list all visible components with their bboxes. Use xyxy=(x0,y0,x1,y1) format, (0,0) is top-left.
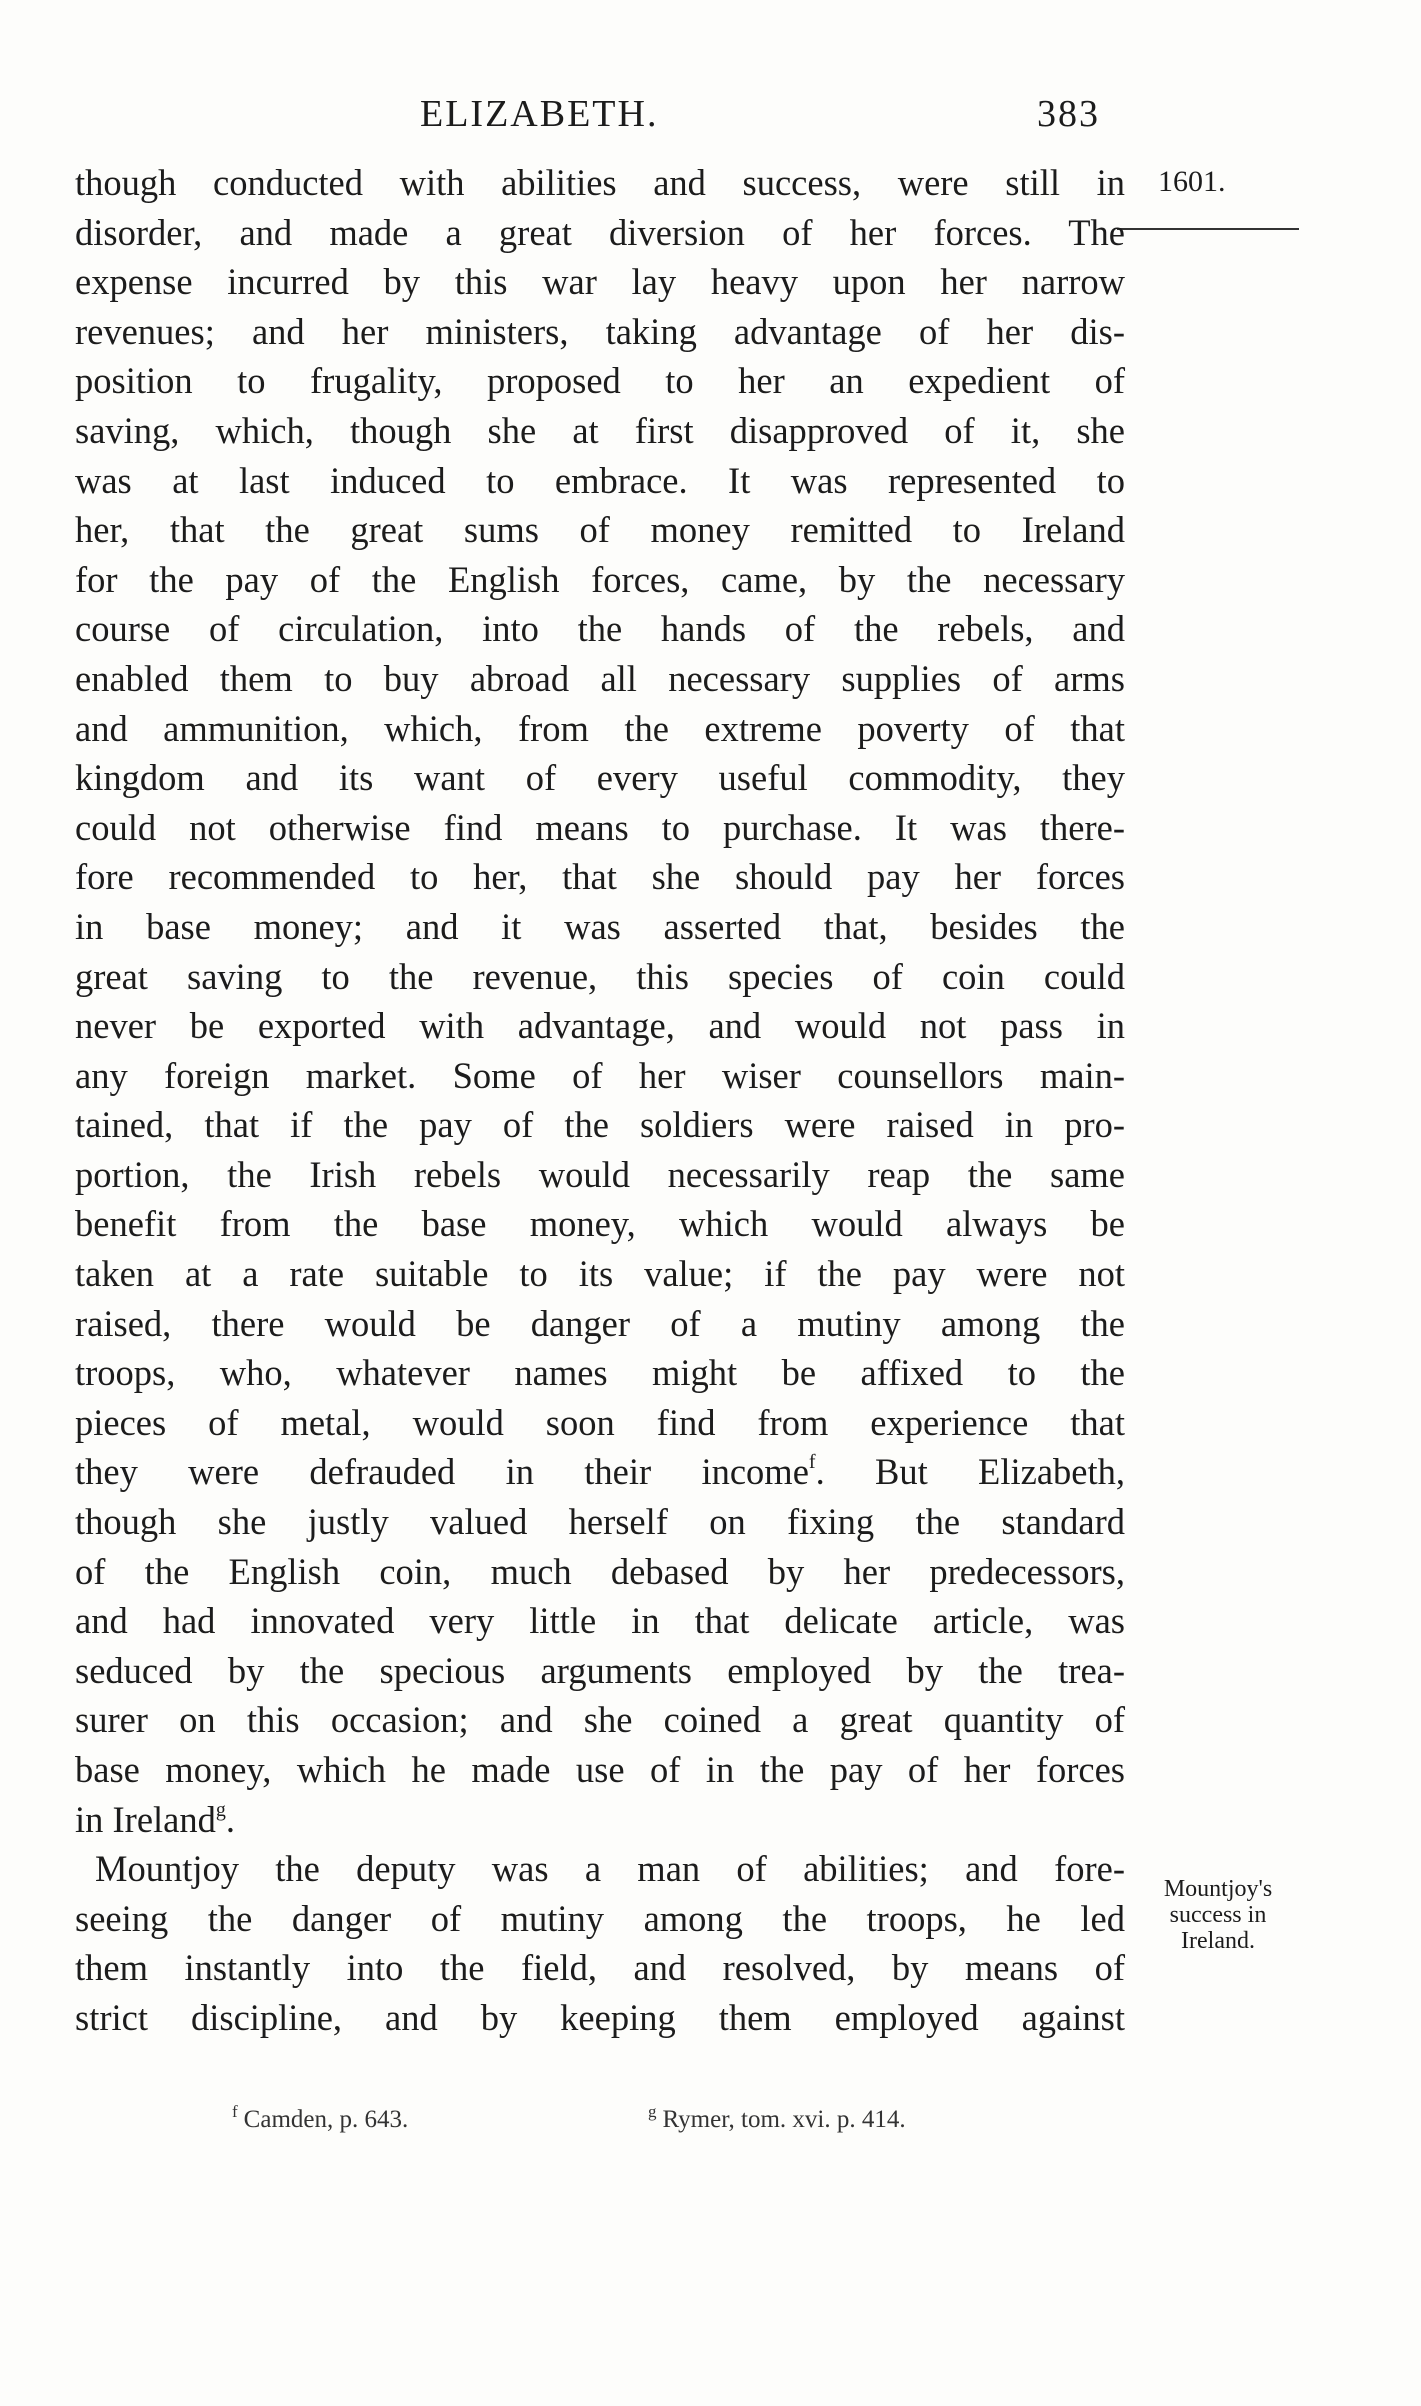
text-line: Mountjoy the deputy was a man of abilities; and fore- xyxy=(95,1848,1125,1890)
text-line-head: they were defrauded in their income xyxy=(75,1451,809,1493)
text-line-tail: . But Elizabeth, xyxy=(815,1451,1125,1493)
footnote-f xyxy=(232,2102,409,2134)
text-line: surer on this occasion; and she coined a great quantity of xyxy=(75,1699,1125,1741)
text-line: pieces of metal, would soon find from experience that xyxy=(75,1401,1125,1443)
running-title: ELIZABETH. xyxy=(420,93,659,135)
text-line: kingdom and its want of every useful commodity, they xyxy=(75,757,1125,799)
margin-note xyxy=(1128,1876,1308,1954)
text-line: enabled them to buy abroad all necessary supplies of arms xyxy=(75,657,1125,699)
margin-year: 1601. xyxy=(1158,165,1226,198)
text-line: and had innovated very little in that delicate article, was xyxy=(75,1600,1125,1642)
text-line: and ammunition, which, from the extreme poverty of that xyxy=(75,707,1125,749)
running-head xyxy=(420,92,1140,152)
text-line: any foreign market. Some of her wiser counsellors main- xyxy=(75,1054,1125,1096)
text-line-tail: . xyxy=(225,1798,235,1840)
text-line: troops, who, whatever names might be affixed to the xyxy=(75,1352,1125,1394)
margin-rule xyxy=(1117,228,1299,230)
text-line-head: in Ireland xyxy=(75,1798,216,1840)
text-line: them instantly into the field, and resolved, by means of xyxy=(75,1947,1125,1989)
footnote-text: Rymer, tom. xvi. p. 414. xyxy=(662,2106,906,2133)
text-line: though conducted with abilities and success, were still in xyxy=(75,162,1125,203)
text-line: seeing the danger of mutiny among the troops, he led xyxy=(75,1897,1125,1939)
footnote-mark: f xyxy=(232,2102,238,2121)
margin-note-line: Mountjoy's xyxy=(1163,1876,1273,1902)
margin-note-line: success in xyxy=(1169,1902,1267,1928)
text-line: tained, that if the pay of the soldiers were raised in pro- xyxy=(75,1104,1125,1146)
text-line-with-footnote-f xyxy=(75,1447,1125,1497)
text-line: revenues; and her ministers, taking advantage of her dis- xyxy=(75,310,1125,352)
text-line: benefit from the base money, which would always be xyxy=(75,1203,1125,1245)
text-line: never be exported with advantage, and would not pass in xyxy=(75,1005,1125,1047)
text-line: base money, which he made use of in the pay of her forces xyxy=(75,1749,1125,1790)
footnotes xyxy=(0,2102,1421,2146)
text-line-with-footnote-g xyxy=(75,1795,1125,1845)
text-line: raised, there would be danger of a mutiny among the xyxy=(75,1302,1125,1344)
text-line: disorder, and made a great diversion of her forces. The xyxy=(75,211,1125,253)
footnote-ref-f: f xyxy=(808,1451,816,1474)
text-line: expense incurred by this war lay heavy upon her narrow xyxy=(75,261,1125,303)
text-line: strict discipline, and by keeping them employed against xyxy=(75,1996,1125,2038)
text-line: was at last induced to embrace. It was represented to xyxy=(75,459,1125,501)
text-line: of the English coin, much debased by her predecessors, xyxy=(75,1550,1125,1592)
text-line: fore recommended to her, that she should pay her forces xyxy=(75,856,1125,898)
text-line: saving, which, though she at first disapproved of it, she xyxy=(75,409,1125,451)
text-line: though she justly valued herself on fixing the standard xyxy=(75,1501,1125,1543)
page-number: 383 xyxy=(1037,93,1100,135)
footnote-g xyxy=(648,2102,906,2134)
footnote-mark: g xyxy=(648,2102,657,2121)
text-line: in base money; and it was asserted that, besides the xyxy=(75,905,1125,947)
text-line: position to frugality, proposed to her an expedient of xyxy=(75,360,1125,402)
text-line: portion, the Irish rebels would necessarily reap the same xyxy=(75,1153,1125,1195)
text-line: seduced by the specious arguments employed by the trea- xyxy=(75,1649,1125,1691)
body-text xyxy=(75,158,1125,2043)
text-line: could not otherwise find means to purchase. It was there- xyxy=(75,806,1125,848)
text-line: course of circulation, into the hands of the rebels, and xyxy=(75,608,1125,650)
text-line: for the pay of the English forces, came, by the necessary xyxy=(75,558,1125,600)
text-line: her, that the great sums of money remitted to Ireland xyxy=(75,509,1125,551)
text-line: great saving to the revenue, this species of coin could xyxy=(75,955,1125,997)
footnote-ref-g: g xyxy=(215,1798,226,1821)
margin-note-line: Ireland. xyxy=(1181,1928,1255,1954)
footnote-text: Camden, p. 643. xyxy=(243,2106,409,2133)
text-line: taken at a rate suitable to its value; if the pay were not xyxy=(75,1253,1125,1295)
